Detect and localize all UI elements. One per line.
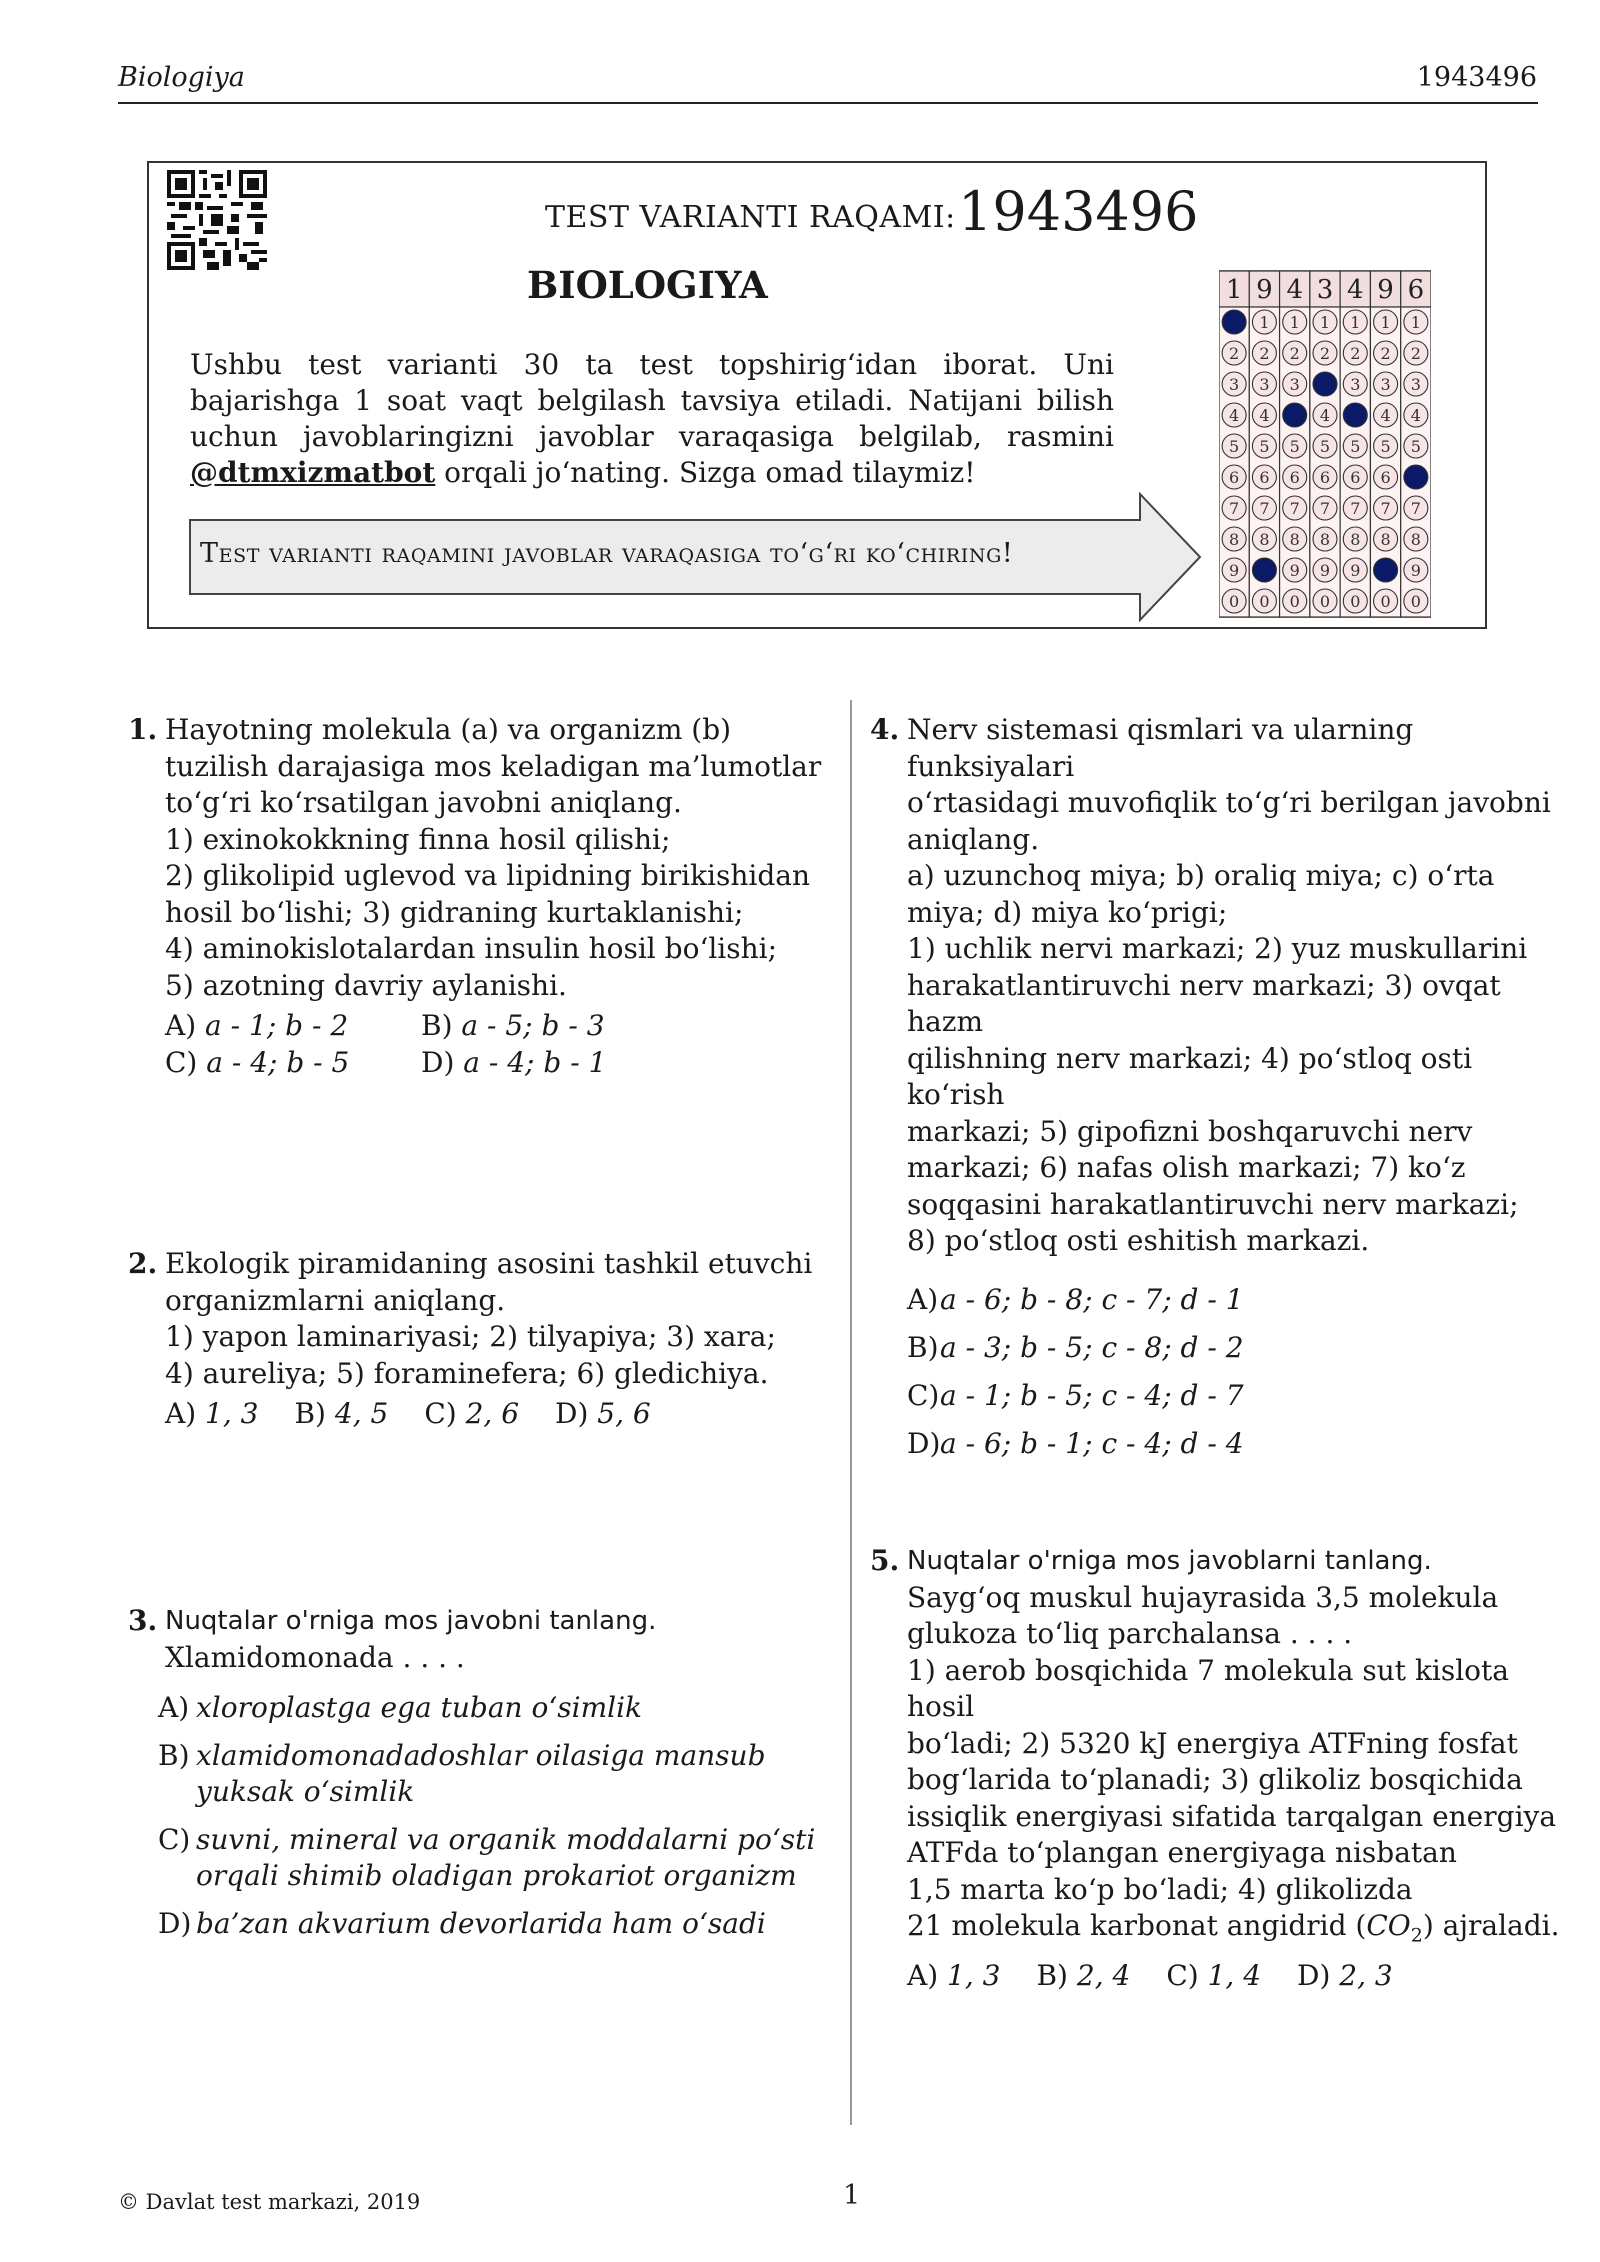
option-a[interactable]: A) 1, 3 [165,1397,259,1430]
grid-digit: 6 [1407,275,1425,305]
option-b[interactable]: B) a - 5; b - 3 [421,1009,605,1042]
option-d[interactable]: D) a - 4; b - 1 [421,1045,607,1079]
option-b[interactable]: B) 2, 4 [1036,1959,1131,1993]
grid-bubble-label: 4 [1259,406,1270,425]
grid-bubble-label: 0 [1410,592,1421,611]
grid-bubble-label: 3 [1289,375,1300,394]
running-header-subject: Biologiya [118,62,245,93]
grid-bubble-label: 7 [1350,499,1361,518]
option-c[interactable]: C) suvni, mineral va organik moddalarni po‘sti orqali shimib oladigan prokariot organizm [158,1823,816,1892]
arrow-instruction: Test varianti raqamini javoblar varaqasiga to‘g‘ri ko‘chiring! [200,538,1014,569]
grid-digit: 4 [1347,275,1364,305]
option-d[interactable]: D) 2, 3 [1297,1959,1393,1993]
subject-title: BIOLOGIYA [527,263,768,307]
question-line: markazi; 6) nafas olish markazi; 7) ko‘z [907,1151,1466,1184]
grid-bubble-filled[interactable] [1283,403,1307,427]
variant-bubble-grid [1219,270,1431,618]
question-line: 4) aureliya; 5) foraminefera; 6) gledichiya. [165,1356,769,1390]
grid-bubble-label: 4 [1229,406,1240,425]
question-line: 1) exinokokkning finna hosil qilishi; [165,822,671,856]
grid-bubble-label: 1 [1289,313,1300,332]
grid-digit: 9 [1256,275,1273,305]
question-5 [870,1543,1570,1995]
option-c[interactable]: C) a - 1; b - 5; c - 4; d - 7 [907,1378,1244,1412]
grid-bubble-label: 0 [1259,592,1270,611]
grid-bubble-label: 1 [1259,313,1270,332]
grid-bubble-label: 2 [1350,344,1361,363]
question-line: Hayotning molekula (a) va organizm (b) [165,713,732,746]
grid-bubble-filled[interactable] [1374,558,1398,582]
column-divider [850,700,852,2125]
grid-bubble-label: 5 [1259,437,1270,456]
question-number: 5. [870,1544,900,1577]
grid-bubble-filled[interactable] [1343,403,1367,427]
grid-bubble-label: 4 [1319,406,1331,425]
grid-digit: 1 [1225,275,1243,305]
option-c[interactable]: C) 1, 4 [1166,1959,1262,1993]
question-number: 1. [128,713,158,746]
question-line: to‘g‘ri ko‘rsatilgan javobni aniqlang. [165,786,682,819]
grid-bubble-label: 8 [1229,530,1240,549]
grid-bubble-label: 1 [1410,313,1421,332]
grid-bubble-label: 8 [1289,530,1300,549]
question-line: Sayg‘oq muskul hujayrasida 3,5 molekula [907,1580,1499,1614]
grid-bubble-label: 0 [1229,592,1240,611]
question-line: 5) azotning davriy aylanishi. [165,968,567,1002]
grid-bubble-label: 6 [1229,468,1240,487]
grid-bubble-label: 2 [1289,344,1300,363]
variant-number: 1943496 [958,180,1199,243]
question-2 [128,1246,828,1433]
grid-bubble-label: 2 [1259,344,1270,363]
option-a[interactable]: A) a - 6; b - 8; c - 7; d - 1 [907,1282,1244,1316]
bot-handle: @dtmxizmatbot [190,456,436,489]
grid-bubble-label: 5 [1319,437,1331,456]
question-line: bo‘ladi; 2) 5320 kJ energiya ATFning fosfat [907,1726,1518,1760]
grid-bubble-filled[interactable] [1252,558,1276,582]
grid-bubble-label: 6 [1350,468,1361,487]
grid-bubble-label: 2 [1229,344,1240,363]
grid-bubble-label: 7 [1410,499,1421,518]
page-number: 1 [843,2180,861,2211]
grid-digit: 3 [1316,275,1334,305]
question-stem: Xlamidomonada . . . . [165,1640,465,1674]
grid-bubble-label: 0 [1319,592,1331,611]
grid-digit: 9 [1377,275,1394,305]
grid-bubble-label: 5 [1380,437,1391,456]
question-line: ATFda to‘plangan energiyaga nisbatan [907,1836,1457,1869]
grid-bubble-label: 8 [1319,530,1331,549]
grid-bubble-label: 7 [1289,499,1300,518]
grid-bubble-label: 7 [1380,499,1391,518]
question-line: a) uzunchoq miya; b) oraliq miya; c) o‘rta [907,859,1495,892]
question-line: aniqlang. [907,822,1040,856]
grid-bubble-label: 1 [1380,313,1391,332]
question-line: soqqasini harakatlantiruvchi nerv markazi; [907,1187,1519,1221]
question-line: qilishning nerv markazi; 4) po‘stloq osti ko‘rish [907,1041,1473,1111]
grid-bubble-label: 6 [1259,468,1270,487]
grid-bubble-label: 9 [1350,561,1361,580]
grid-bubble-label: 3 [1350,375,1361,394]
option-b[interactable]: B) xlamidomonadadoshlar oilasiga mansub yuksak o‘simlik [158,1739,766,1808]
question-number: 4. [870,713,900,746]
running-header-code: 1943496 [1416,62,1537,93]
variant-label: TEST VARIANTI RAQAMI: [545,200,956,235]
grid-bubble-label: 0 [1350,592,1361,611]
grid-bubble-label: 6 [1319,468,1331,487]
question-title: Nuqtalar o'rniga mos javobni tanlang. [165,1606,657,1636]
question-line: 1) aerob bosqichida 7 molekula sut kislota hosil [907,1653,1509,1723]
grid-bubble-label: 8 [1259,530,1270,549]
question-line: markazi; 5) gipofizni boshqaruvchi nerv [907,1114,1473,1148]
grid-bubble-label: 8 [1350,530,1361,549]
grid-bubble-label: 5 [1350,437,1361,456]
question-line: Nerv sistemasi qismlari va ularning funksiyalari [907,713,1414,783]
grid-bubble-label: 4 [1380,406,1391,425]
grid-bubble-filled[interactable] [1404,465,1428,489]
grid-bubble-label: 8 [1380,530,1391,549]
grid-bubble-label: 5 [1289,437,1300,456]
question-line: miya; d) miya ko‘prigi; [907,895,1228,929]
question-line: o‘rtasidagi muvofiqlik to‘g‘ri berilgan javobni [907,786,1551,819]
option-c[interactable]: C) a - 4; b - 5 [165,1045,350,1079]
intro-text: Ushbu test varianti 30 ta test topshirig‘idan iborat. Uni bajarishga 1 soat vaqt belgilash tavsiya etiladi. Natijani bilish uchun javoblaringizni javoblar varaqasiga belgilab, rasmini @dtmxizmatbot orqali jo‘nating. Sizga omad tilaymiz! [190,348,1114,489]
grid-bubble-label: 9 [1289,561,1300,580]
grid-bubble-label: 1 [1319,313,1331,332]
grid-bubble-label: 9 [1319,561,1331,580]
question-3 [128,1603,828,1942]
grid-bubble-label: 3 [1380,375,1391,394]
question-line: 4) aminokislotalardan insulin hosil bo‘lishi; [165,932,778,965]
option-b[interactable]: B) a - 3; b - 5; c - 8; d - 2 [907,1330,1244,1364]
grid-bubble-label: 2 [1380,344,1391,363]
grid-bubble-label: 9 [1410,561,1421,580]
option-c[interactable]: C) 2, 6 [424,1397,520,1430]
question-number: 2. [128,1247,158,1280]
grid-bubble-label: 3 [1229,375,1240,394]
grid-bubble-label: 7 [1319,499,1331,518]
grid-bubble-label: 6 [1380,468,1391,487]
question-line: Ekologik piramidaning asosini tashkil etuvchi [165,1247,813,1280]
grid-bubble-label: 2 [1319,344,1331,363]
grid-digit: 4 [1286,275,1303,305]
header-rule [118,102,1538,104]
question-line: tuzilish darajasiga mos keladigan ma’lumotlar [165,749,822,783]
grid-bubble-label: 2 [1410,344,1421,363]
question-line: issiqlik energiyasi sifatida tarqalgan energiya [907,1799,1557,1833]
question-title: Nuqtalar o'rniga mos javoblarni tanlang. [907,1546,1432,1576]
question-line: 8) po‘stloq osti eshitish markazi. [907,1224,1370,1257]
grid-bubble-label: 6 [1289,468,1300,487]
option-a[interactable]: A) a - 1; b - 2 [165,1009,349,1042]
question-line: 1) yapon laminariyasi; 2) tilyapiya; 3) xara; [165,1320,776,1353]
grid-bubble-label: 4 [1410,406,1421,425]
grid-bubble-label: 8 [1410,530,1421,549]
question-line: harakatlantiruvchi nerv markazi; 3) ovqat hazm [907,968,1501,1038]
grid-bubble-label: 5 [1410,437,1421,456]
option-a[interactable]: A) 1, 3 [907,1959,1001,1993]
option-a[interactable]: A) xloroplastga ega tuban o‘simlik [158,1691,642,1724]
grid-bubble-label: 7 [1259,499,1270,518]
grid-bubble-label: 5 [1229,437,1240,456]
question-line: 1,5 marta ko‘p bo‘ladi; 4) glikolizda [907,1872,1413,1906]
question-line: 2) glikolipid uglevod va lipidning birikishidan [165,859,811,892]
question-4 [870,712,1570,1462]
option-d[interactable]: D) ba’zan akvarium devorlarida ham o‘sadi [158,1907,766,1940]
grid-bubble-label: 9 [1229,561,1240,580]
option-b[interactable]: B) 4, 5 [294,1397,389,1430]
question-1 [128,712,828,1081]
option-d[interactable]: D) 5, 6 [555,1397,651,1430]
question-line: bog‘larida to‘planadi; 3) glikoliz bosqichida [907,1763,1523,1796]
question-line: hosil bo‘lishi; 3) gidraning kurtaklanishi; [165,895,744,929]
grid-bubble-label: 3 [1259,375,1270,394]
footer-copyright: © Davlat test markazi, 2019 [118,2190,421,2214]
question-line: organizmlarni aniqlang. [165,1283,506,1317]
grid-bubble-label: 0 [1380,592,1391,611]
grid-bubble-label: 7 [1229,499,1240,518]
option-d[interactable]: D) a - 6; b - 1; c - 4; d - 4 [907,1426,1244,1460]
grid-bubble-filled[interactable] [1313,372,1337,396]
grid-bubble-filled[interactable] [1222,310,1246,334]
question-line: 21 molekula karbonat angidrid $(CO_2)$ ajraladi. [907,1909,1560,1947]
question-line: glukoza to‘liq parchalansa . . . . [907,1617,1353,1650]
grid-bubble-label: 0 [1289,592,1300,611]
grid-bubble-label: 3 [1410,375,1421,394]
qr-code-icon [167,170,267,270]
grid-bubble-label: 1 [1350,313,1361,332]
question-line: 1) uchlik nervi markazi; 2) yuz muskullarini [907,932,1528,965]
question-number: 3. [128,1604,158,1637]
